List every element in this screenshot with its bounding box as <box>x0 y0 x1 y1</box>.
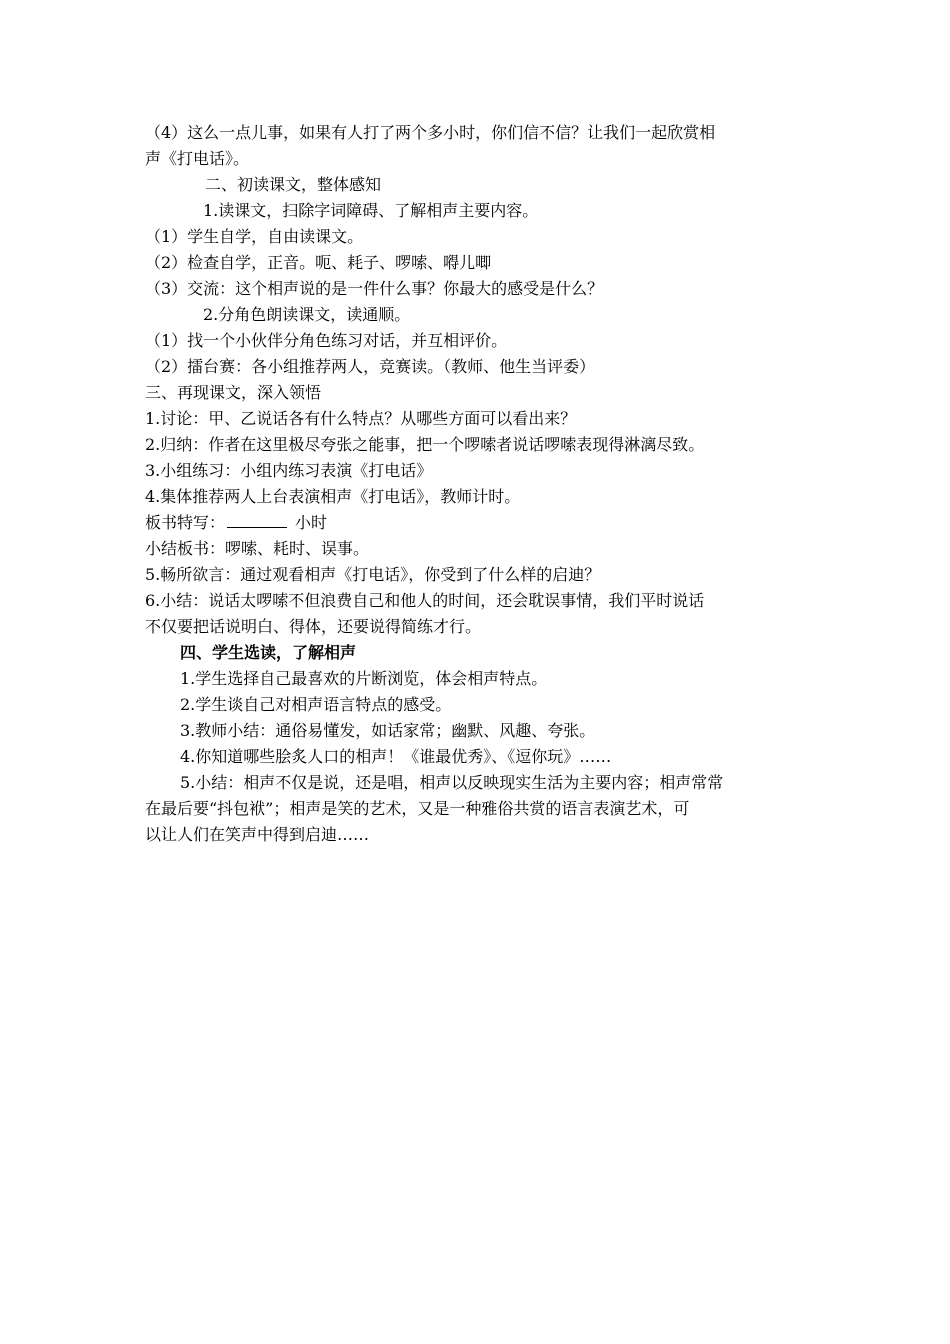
step-heading: 2.分角色朗读课文，读通顺。 <box>203 305 411 324</box>
paragraph-line: 1.讨论：甲、乙说话各有什么特点？从哪些方面可以看出来？ <box>145 409 577 428</box>
paragraph-line: 3.小组练习：小组内练习表演《打电话》 <box>145 461 433 480</box>
fill-in-blank <box>227 513 287 528</box>
paragraph-line: （4）这么一点儿事，如果有人打了两个多小时，你们信不信？让我们一起欣赏相 <box>145 123 716 142</box>
paragraph-line: 不仅要把话说明白、得体，还要说得简练才行。 <box>145 617 482 636</box>
paragraph-line: 2.归纳：作者在这里极尽夸张之能事，把一个啰嗦者说话啰嗦表现得淋漓尽致。 <box>145 435 705 454</box>
paragraph-line: （2）擂台赛：各小组推荐两人，竞赛读。（教师、他生当评委） <box>145 357 596 376</box>
paragraph-line: 小结板书：啰嗦、耗时、误事。 <box>145 539 370 558</box>
paragraph-line: 在最后要“抖包袱”；相声是笑的艺术，又是一种雅俗共赏的语言表演艺术，可 <box>145 799 690 818</box>
paragraph-line: 4.集体推荐两人上台表演相声《打电话》，教师计时。 <box>145 487 521 506</box>
paragraph-line: 声《打电话》。 <box>145 149 250 168</box>
board-writing-label: 板书特写： <box>145 513 226 532</box>
paragraph-line: （1）学生自学，自由读课文。 <box>145 227 364 246</box>
board-writing-line <box>145 510 810 536</box>
paragraph-line: 4.你知道哪些脍炙人口的相声！《谁最优秀》、《逗你玩》…… <box>180 747 612 766</box>
step-heading: 1.读课文，扫除字词障碍、了解相声主要内容。 <box>203 201 539 220</box>
lesson-plan-body <box>145 120 810 848</box>
paragraph-line: 6.小结：说话太啰嗦不但浪费自己和他人的时间，还会耽误事情，我们平时说话 <box>145 591 705 610</box>
paragraph-line: （2）检查自学，正音。呃、耗子、啰嗦、嘚儿唧 <box>145 253 492 272</box>
paragraph-line: 5.小结：相声不仅是说，还是唱，相声以反映现实生活为主要内容；相声常常 <box>180 773 724 792</box>
section-heading-2: 二、初读课文，整体感知 <box>205 175 382 194</box>
section-heading-4: 四、学生选读，了解相声 <box>180 643 357 662</box>
paragraph-line: （3）交流：这个相声说的是一件什么事？你最大的感受是什么？ <box>145 279 604 298</box>
paragraph-line: （1）找一个小伙伴分角色练习对话，并互相评价。 <box>145 331 508 350</box>
section-heading-3: 三、再现课文，深入领悟 <box>145 383 322 402</box>
paragraph-line: 5.畅所欲言：通过观看相声《打电话》，你受到了什么样的启迪？ <box>145 565 601 584</box>
paragraph-line: 1.学生选择自己最喜欢的片断浏览，体会相声特点。 <box>180 669 548 688</box>
paragraph-line: 3.教师小结：通俗易懂发，如话家常；幽默、风趣、夸张。 <box>180 721 596 740</box>
paragraph-line: 2.学生谈自己对相声语言特点的感受。 <box>180 695 452 714</box>
paragraph-line: 以让人们在笑声中得到启迪…… <box>145 825 370 844</box>
board-writing-unit: 小时 <box>295 513 328 532</box>
